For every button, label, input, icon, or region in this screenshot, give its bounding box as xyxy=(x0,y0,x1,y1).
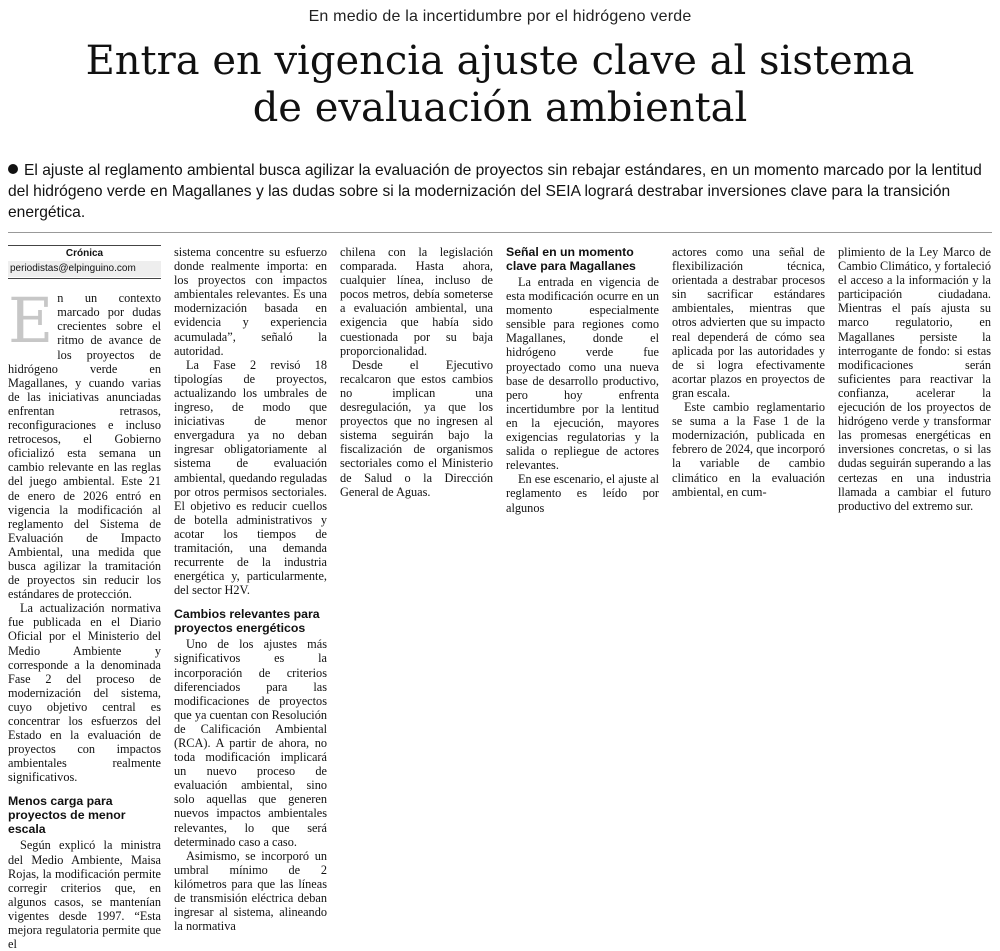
column-5 xyxy=(672,245,825,835)
column-3 xyxy=(340,245,493,835)
paragraph: En ese escenario, el ajuste al reglamento es leído por algunos xyxy=(506,472,659,515)
paragraph: actores como una señal de flexibilización técnica, orientada a destrabar procesos sin sacrificar estándares ambientales, mientras que otros advierten que su impacto real dependerá de cómo sea aplicada por las autoridades y de si logra efectivamente acortar plazos en proyectos de gran escala. xyxy=(672,245,825,400)
paragraph: Según explicó la ministra del Medio Ambiente, Maisa Rojas, la modificación permite corregir criterios que, en algunos casos, se mantenían vigentes desde 1997. “Esta mejora regulatoria permite que el xyxy=(8,838,161,951)
subheading: Señal en un momento clave para Magallanes xyxy=(506,245,636,273)
column-4 xyxy=(506,245,659,835)
paragraph: La actualización normativa fue publicada en el Diario Oficial por el Ministerio del Medio Ambiente y corresponde a la denominada Fase 2 del proceso de modernización del sistema, cuyo objetivo central es concentrar los esfuerzos del Estado en la evaluación de proyectos con impactos ambientales realmente significativos. xyxy=(8,601,161,785)
divider xyxy=(8,232,992,233)
paragraph: La Fase 2 revisó 18 tipologías de proyectos, actualizando los umbrales de ingreso, de modo que iniciativas de menor envergadura ya no deban ingresar obligatoriamente al sistema de evaluación ambiental, quedando reguladas por otros permisos sectoriales. El objetivo es reducir cuellos de botella administrativos y acotar los tiempos de tramitación, una demanda recurrente de la industria energética y, particularmente, del sector H2V. xyxy=(174,357,327,598)
subheading: Cambios relevantes para proyectos energéticos xyxy=(174,607,320,636)
paragraph: Este cambio reglamentario se suma a la Fase 1 de la modernización, publicada en febrero de 2024, que incorporó la variable de cambio climático en la evaluación ambiental, en cum- xyxy=(672,400,825,499)
paragraph: La entrada en vigencia de esta modificación ocurre en un momento especialmente sensible para regiones como Magallanes, donde el hidrógeno verde fue proyectado como una nueva base de desarrollo productivo, pero hoy enfrenta incertidumbre por la lentitud en la ejecución, mayores exigencias regulatorias y la salida o repliegue de actores relevantes. xyxy=(506,275,659,473)
headline: Entra en vigencia ajuste clave al sistema de evaluación ambiental xyxy=(85,38,915,131)
column-1 xyxy=(8,245,161,951)
lead-text: El ajuste al reglamento ambiental busca agilizar la evaluación de proyectos sin rebajar estándares, en un momento marcado por la lentitud del hidrógeno verde en Magallanes y las dudas sobre si la modernización del SEIA logrará destrabar inversiones clave para la transición energética. xyxy=(8,162,982,221)
kicker: En medio de la incertidumbre por el hidrógeno verde xyxy=(308,8,692,25)
paragraph: Desde el Ejecutivo recalcaron que estos cambios no implican una desregulación, ya que los proyectos que no ingresen al sistema seguirán bajo la fiscalización de organismos sectoriales como el Ministerio de Salud o la Dirección General de Aguas. xyxy=(340,357,493,499)
paragraph: sistema concentre su esfuerzo donde realmente importa: en los proyectos con impactos ambientales relevantes. Es una modernización basada en evidencia y experiencia acumulada”, señaló la autoridad. xyxy=(174,245,327,358)
paragraph: En un contexto marcado por dudas crecientes sobre el ritmo de avance de los proyectos de hidrógeno verde en Magallanes, y cuando varias de las iniciativas anunciadas enfrentan retrasos, reconfiguraciones e incluso retrocesos, el Gobierno oficializó esta semana un cambio relevante en las reglas del juego ambiental. Este 21 de enero de 2026 entró en vigencia la modificación al reglamento del Sistema de Evaluación de Impacto Ambiental, una medida que busca agilizar la tramitación de proyectos sin reducir los estándares de protección. xyxy=(8,284,161,602)
paragraph: Uno de los ajustes más significativos es la incorporación de criterios diferenciados para las modificaciones de proyectos que ya cuentan con Resolución de Calificación Ambiental (RCA). A partir de ahora, no toda modificación implicará un nuevo proceso de evaluación ambiental, sino solo aquellas que generen nuevos impactos ambientales relevantes, lo que será determinado caso a caso. xyxy=(174,637,327,849)
byline-email: periodistas@elpinguino.com xyxy=(8,261,161,277)
paragraph: plimiento de la Ley Marco de Cambio Climático, y fortaleció el acceso a la información y la participación ciudadana. Mientras el país ajusta su marco regulatorio, en Magallanes persiste la interrogante de fondo: si estas modificaciones serán suficientes para reactivar la confianza, acelerar la ejecución de los proyectos de hidrógeno verde y transformar las promesas energéticas en inversiones concretas, o si las dudas seguirán superando a las certezas en una industria llamada a cambiar el futuro productivo del extremo sur. xyxy=(838,245,991,513)
drop-cap: E xyxy=(8,284,54,358)
column-2 xyxy=(174,245,327,934)
section-label: Crónica xyxy=(65,248,104,259)
bullet-icon xyxy=(8,164,18,174)
column-6 xyxy=(838,245,991,835)
paragraph: Asimismo, se incorporó un umbral mínimo de 2 kilómetros para que las líneas de transmisión eléctrica deban ingresar al sistema, alineando la normativa xyxy=(174,848,327,934)
subheading: Menos carga para proyectos de menor escala xyxy=(8,794,126,837)
paragraph: chilena con la legislación comparada. Hasta ahora, cualquier línea, incluso de pocos metros, debía someterse a evaluación ambiental, una exigencia que había sido cuestionada por su baja proporcionalidad. xyxy=(340,245,493,358)
byline xyxy=(8,245,161,279)
lead-paragraph xyxy=(8,160,992,223)
